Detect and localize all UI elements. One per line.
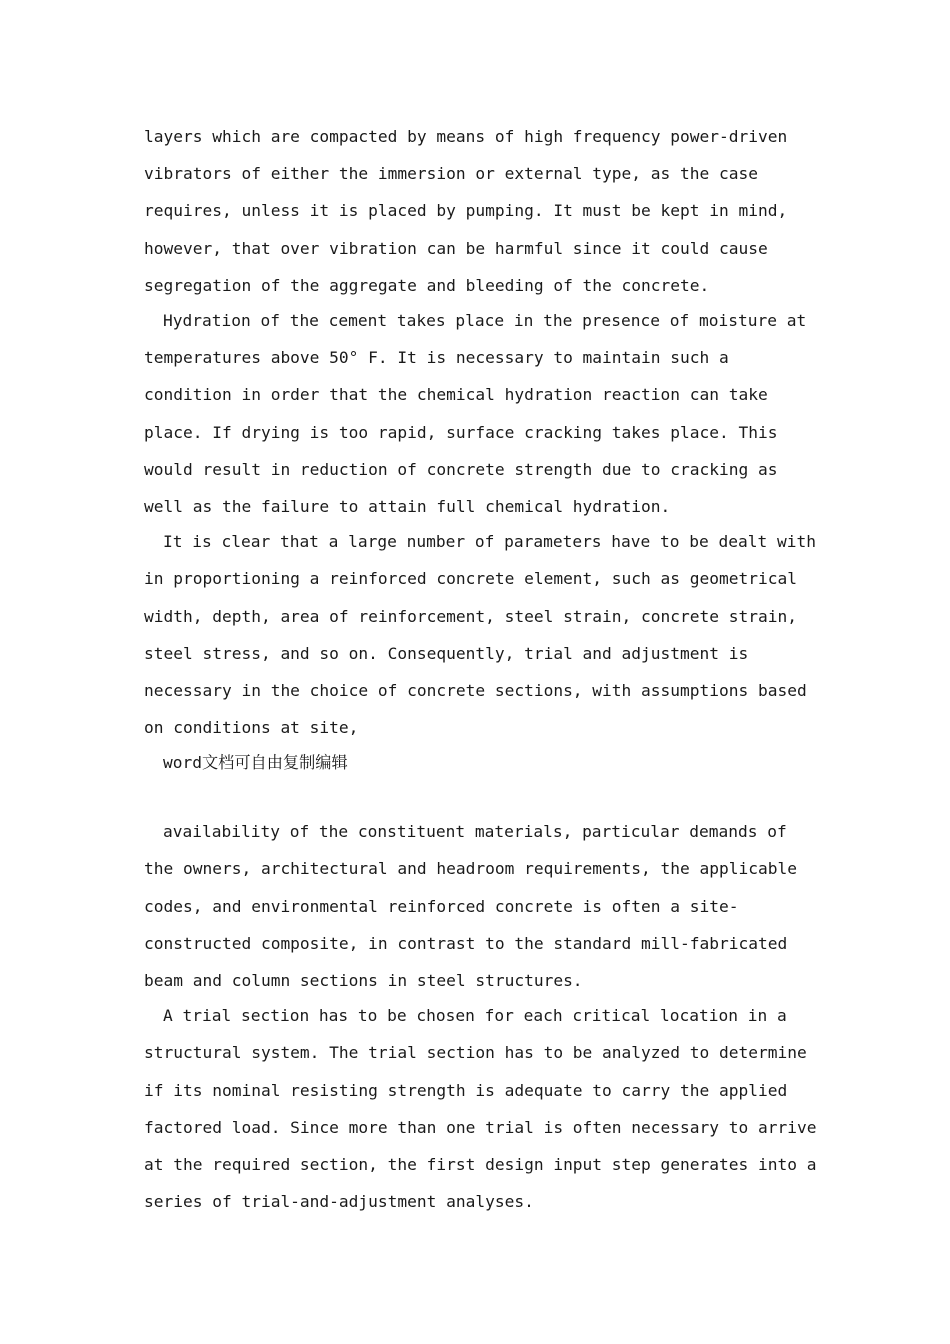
paragraph-line: if its nominal resisting strength is adequate to carry the applied (144, 1081, 788, 1100)
paragraph-line: It is clear that a large number of parameters have to be dealt with (163, 532, 816, 551)
paragraph-line: at the required section, the first design input step generates into a (144, 1155, 817, 1174)
paragraph-line: the owners, architectural and headroom requirements, the applicable (144, 859, 797, 878)
paragraph-line: in proportioning a reinforced concrete element, such as geometrical (144, 569, 797, 588)
paragraph-line: Hydration of the cement takes place in the presence of moisture at (163, 311, 807, 330)
paragraph-line: steel stress, and so on. Consequently, trial and adjustment is (144, 644, 749, 663)
paragraph-line: however, that over vibration can be harmful since it could cause (144, 239, 768, 258)
paragraph-line: availability of the constituent materials, particular demands of (163, 822, 787, 841)
paragraph-line: A trial section has to be chosen for each critical location in a (163, 1006, 787, 1025)
paragraph-line: would result in reduction of concrete strength due to cracking as (144, 460, 778, 479)
paragraph-line: necessary in the choice of concrete sections, with assumptions based (144, 681, 807, 700)
paragraph-line: constructed composite, in contrast to the standard mill-fabricated (144, 934, 788, 953)
paragraph-line: factored load. Since more than one trial is often necessary to arrive (144, 1118, 817, 1137)
paragraph-line: well as the failure to attain full chemical hydration. (144, 497, 671, 516)
paragraph-line: segregation of the aggregate and bleeding of the concrete. (144, 276, 710, 295)
paragraph-line: condition in order that the chemical hydration reaction can take (144, 385, 768, 404)
paragraph-line: place. If drying is too rapid, surface cracking takes place. This (144, 423, 778, 442)
watermark-note: word文档可自由复制编辑 (163, 753, 348, 772)
paragraph-line: structural system. The trial section has to be analyzed to determine (144, 1043, 807, 1062)
paragraph-line: layers which are compacted by means of high frequency power-driven (144, 127, 788, 146)
paragraph-line: requires, unless it is placed by pumping. It must be kept in mind, (144, 201, 788, 220)
paragraph-line: beam and column sections in steel structures. (144, 971, 583, 990)
paragraph-line: on conditions at site, (144, 718, 359, 737)
paragraph-line: temperatures above 50° F. It is necessary to maintain such a (144, 348, 729, 367)
paragraph-line: width, depth, area of reinforcement, steel strain, concrete strain, (144, 607, 797, 626)
paragraph-line: series of trial-and-adjustment analyses. (144, 1192, 534, 1211)
paragraph-line: codes, and environmental reinforced concrete is often a site- (144, 897, 739, 916)
paragraph-line: vibrators of either the immersion or external type, as the case (144, 164, 758, 183)
